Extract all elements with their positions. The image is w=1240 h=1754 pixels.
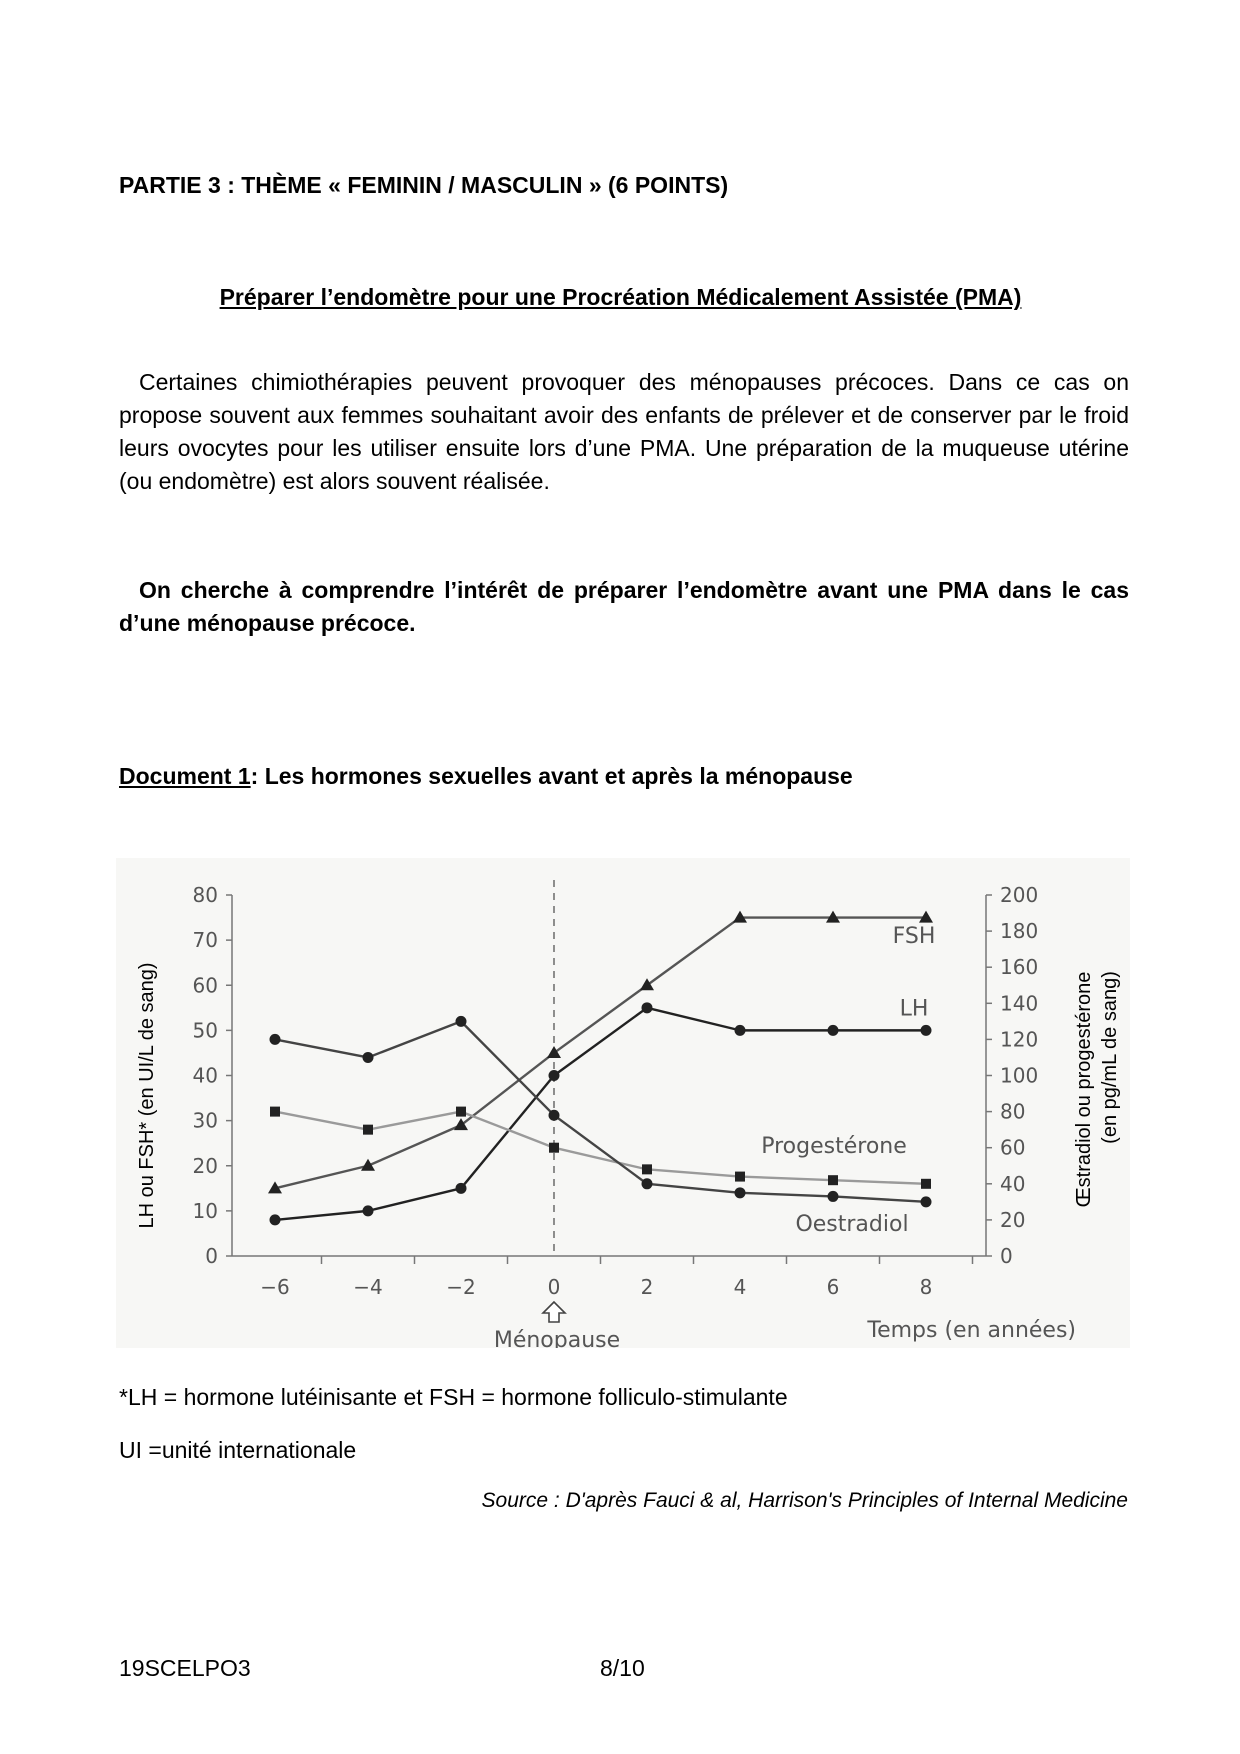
data-point-lh	[363, 1205, 374, 1216]
left-axis-tick-label: 70	[192, 928, 218, 953]
right-axis-tick-label: 20	[1000, 1207, 1026, 1232]
series-label-fsh: FSH	[892, 924, 936, 950]
hormone-chart	[116, 858, 1130, 1353]
footnote-ui: UI =unité internationale	[119, 1437, 357, 1463]
data-point-progest-rone	[270, 1107, 280, 1117]
data-point-progest-rone	[921, 1179, 931, 1189]
document-1-title	[119, 763, 853, 790]
series-label-oestradiol: Oestradiol	[795, 1211, 909, 1237]
data-point-lh	[735, 1025, 746, 1036]
data-point-lh	[549, 1070, 560, 1081]
intro-paragraph: Certaines chimiothérapies peuvent provoquer des ménopauses précoces. Dans ce cas on propose souvent aux femmes souhaitant avoir des enfants de prélever et de conserver par le froid leurs ovocytes pour les utiliser ensuite lors d’une PMA. Une préparation de la muqueuse utérine (ou endomètre) est alors souvent réalisée.	[119, 369, 1129, 494]
data-point-lh	[456, 1183, 467, 1194]
left-axis-tick-label: 50	[192, 1018, 218, 1043]
right-axis-tick-label: 100	[1000, 1063, 1039, 1088]
data-point-oestradiol	[828, 1191, 839, 1202]
right-axis-tick-label: 180	[1000, 919, 1039, 944]
data-point-progest-rone	[735, 1172, 745, 1182]
document-1-label: Document 1	[119, 763, 251, 789]
data-point-oestradiol	[549, 1110, 560, 1121]
right-axis-tick-label: 80	[1000, 1099, 1026, 1124]
data-point-progest-rone	[456, 1107, 466, 1117]
footnote-abbreviations: *LH = hormone lutéinisante et FSH = hormone folliculo-stimulante	[119, 1384, 788, 1410]
source-citation: Source : D'après Fauci & al, Harrison's Principles of Internal Medicine	[481, 1489, 1128, 1512]
data-point-progest-rone	[828, 1175, 838, 1185]
right-axis-tick-label: 140	[1000, 991, 1039, 1016]
x-axis-tick-label: 0	[547, 1275, 561, 1299]
x-axis-title: Temps (en années)	[867, 1318, 1076, 1343]
part-heading: PARTIE 3 : THÈME « FEMININ / MASCULIN » (6 POINTS)	[119, 172, 729, 198]
data-point-progest-rone	[363, 1125, 373, 1135]
left-axis-tick-label: 40	[192, 1063, 218, 1088]
data-point-lh	[921, 1025, 932, 1036]
right-axis-tick-label: 160	[1000, 955, 1039, 980]
series-label-progest-rone: Progestérone	[761, 1134, 907, 1160]
data-point-oestradiol	[456, 1016, 467, 1027]
left-axis-tick-label: 80	[192, 883, 218, 907]
right-axis-title-units: (en pg/mL de sang)	[1099, 971, 1121, 1144]
x-axis-tick-label: 6	[826, 1275, 840, 1299]
right-axis-tick-label: 40	[1000, 1171, 1026, 1196]
x-axis-tick-label: 8	[919, 1275, 933, 1299]
data-point-lh	[828, 1025, 839, 1036]
hormone-chart-svg	[116, 858, 1130, 1348]
problem-statement: On cherche à comprendre l’intérêt de préparer l’endomètre avant une PMA dans le cas d’une ménopause précoce.	[119, 577, 1129, 636]
document-1-caption: : Les hormones sexuelles avant et après la ménopause	[250, 763, 853, 789]
left-axis-tick-label: 10	[192, 1198, 218, 1223]
left-axis-tick-label: 60	[192, 973, 218, 998]
data-point-oestradiol	[363, 1052, 374, 1063]
exam-code: 19SCELPO3	[119, 1655, 251, 1681]
right-axis-tick-label: 200	[1000, 883, 1039, 907]
left-axis-tick-label: 20	[192, 1153, 218, 1178]
left-axis-tick-label: 30	[192, 1108, 218, 1133]
series-label-lh: LH	[899, 996, 929, 1022]
right-axis-title: Œstradiol ou progestérone	[1073, 971, 1095, 1208]
data-point-progest-rone	[642, 1164, 652, 1174]
right-axis-tick-label: 60	[1000, 1135, 1026, 1160]
left-axis-title: LH ou FSH* (en UI/L de sang)	[136, 962, 158, 1229]
x-axis-tick-label: −2	[446, 1275, 476, 1299]
x-axis-tick-label: −6	[260, 1275, 290, 1299]
document-subtitle: Préparer l’endomètre pour une Procréation Médicalement Assistée (PMA)	[219, 284, 1022, 310]
x-axis-tick-label: −4	[353, 1275, 383, 1299]
data-point-oestradiol	[642, 1178, 653, 1189]
data-point-lh	[270, 1214, 281, 1225]
x-axis-tick-label: 4	[733, 1275, 747, 1299]
x-axis-tick-label: 2	[640, 1275, 654, 1299]
page-number: 8/10	[600, 1655, 645, 1681]
data-point-oestradiol	[270, 1034, 281, 1045]
left-axis-tick-label: 0	[205, 1244, 218, 1268]
menopause-label: Ménopause	[493, 1328, 621, 1348]
right-axis-tick-label: 0	[1000, 1244, 1013, 1268]
data-point-oestradiol	[921, 1196, 932, 1207]
right-axis-tick-label: 120	[1000, 1027, 1039, 1052]
data-point-oestradiol	[735, 1187, 746, 1198]
data-point-progest-rone	[549, 1143, 559, 1153]
data-point-lh	[642, 1002, 653, 1013]
